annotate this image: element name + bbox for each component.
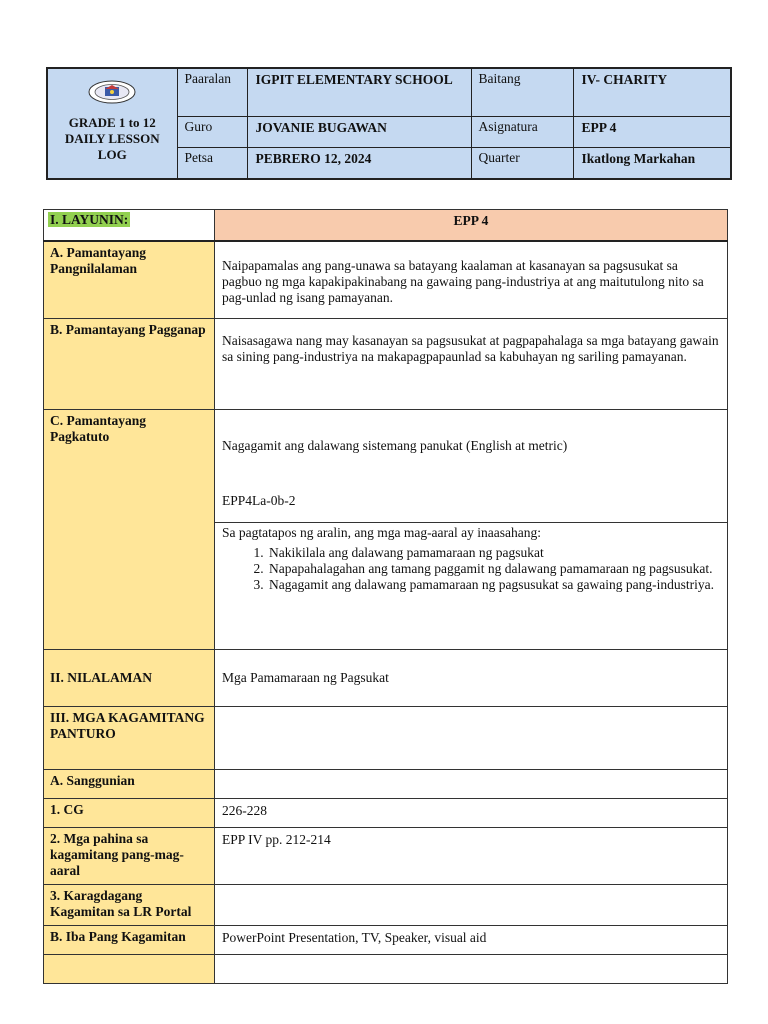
- pahina-content: EPP IV pp. 212-214: [215, 828, 728, 885]
- kagamitan-content: [215, 707, 728, 770]
- objective-item: 2. Napapahalagahan ang tamang paggamit ng dalawang pamamaraan ng pagsusukat.: [267, 561, 720, 577]
- sanggunian-label: A. Sanggunian: [44, 770, 215, 799]
- guro-value: JOVANIE BUGAWAN: [247, 117, 471, 148]
- pangnilalaman-label: A. Pamantayang Pangnilalaman: [44, 241, 215, 319]
- header-table: [46, 67, 732, 180]
- baitang-value: IV- CHARITY: [573, 68, 731, 117]
- grade-title: GRADE 1 to 12 DAILY LESSON LOG: [64, 115, 160, 162]
- petsa-value: PEBRERO 12, 2024: [247, 147, 471, 179]
- lesson-table: [43, 209, 728, 984]
- cg-label: 1. CG: [44, 799, 215, 828]
- layunin-header: [44, 210, 215, 241]
- nilalaman-content: Mga Pamamaraan ng Pagsukat: [215, 650, 728, 707]
- paaralan-value: IGPIT ELEMENTARY SCHOOL: [247, 68, 471, 117]
- empty-label: [44, 955, 215, 984]
- pagkatuto-label: C. Pamantayang Pagkatuto: [44, 410, 215, 650]
- logo-cell: [47, 68, 177, 179]
- subject-header: EPP 4: [215, 210, 728, 241]
- empty-content: [215, 955, 728, 984]
- paaralan-label: Paaralan: [177, 68, 247, 117]
- kagamitan-label: III. MGA KAGAMITANG PANTURO: [44, 707, 215, 770]
- lr-portal-content: [215, 885, 728, 926]
- objectives-list: [222, 545, 720, 593]
- layunin-label: I. LAYUNIN:: [50, 212, 129, 227]
- pahina-label: 2. Mga pahina sa kagamitang pang-mag-aaral: [44, 828, 215, 885]
- objective-item: 1. Nakikilala ang dalawang pamamaraan ng pagsukat: [267, 545, 720, 561]
- pagkatuto-cell: [215, 410, 728, 523]
- pagganap-content: Naisasagawa nang may kasanayan sa pagsusukat at pagpapahalaga sa mga batayang gawain sa sining pang-industriya na makapagpapaunlad sa kabuhayan ng sariling pamayanan.: [215, 319, 728, 410]
- deped-seal-icon: [87, 79, 137, 105]
- objectives-intro: Sa pagtatapos ng aralin, ang mga mag-aaral ay inaasahang:: [222, 525, 541, 540]
- sanggunian-content: [215, 770, 728, 799]
- petsa-label: Petsa: [177, 147, 247, 179]
- nilalaman-label: II. NILALAMAN: [44, 650, 215, 707]
- iba-kagamitan-label: B. Iba Pang Kagamitan: [44, 926, 215, 955]
- competency-code: EPP4La-0b-2: [222, 493, 296, 508]
- quarter-value: Ikatlong Markahan: [573, 147, 731, 179]
- lr-portal-label: 3. Karagdagang Kagamitan sa LR Portal: [44, 885, 215, 926]
- pagkatuto-content: Nagagamit ang dalawang sistemang panukat (English at metric): [222, 438, 568, 453]
- quarter-label: Quarter: [471, 147, 573, 179]
- guro-label: Guro: [177, 117, 247, 148]
- pangnilalaman-content: Naipapamalas ang pang-unawa sa batayang kaalaman at kasanayan sa pagsusukat sa pagbuo ng mga kapakipakinabang na gawaing pang-industriya at ang maitutulong nito sa pag-unlad ng isang pamayanan.: [215, 241, 728, 319]
- objective-item: 3. Nagagamit ang dalawang pamamaraan ng pagsusukat sa gawaing pang-industriya.: [267, 577, 720, 593]
- asignatura-value: EPP 4: [573, 117, 731, 148]
- iba-kagamitan-content: PowerPoint Presentation, TV, Speaker, visual aid: [215, 926, 728, 955]
- cg-content: 226-228: [215, 799, 728, 828]
- baitang-label: Baitang: [471, 68, 573, 117]
- pagganap-label: B. Pamantayang Pagganap: [44, 319, 215, 410]
- asignatura-label: Asignatura: [471, 117, 573, 148]
- objectives-cell: [215, 523, 728, 650]
